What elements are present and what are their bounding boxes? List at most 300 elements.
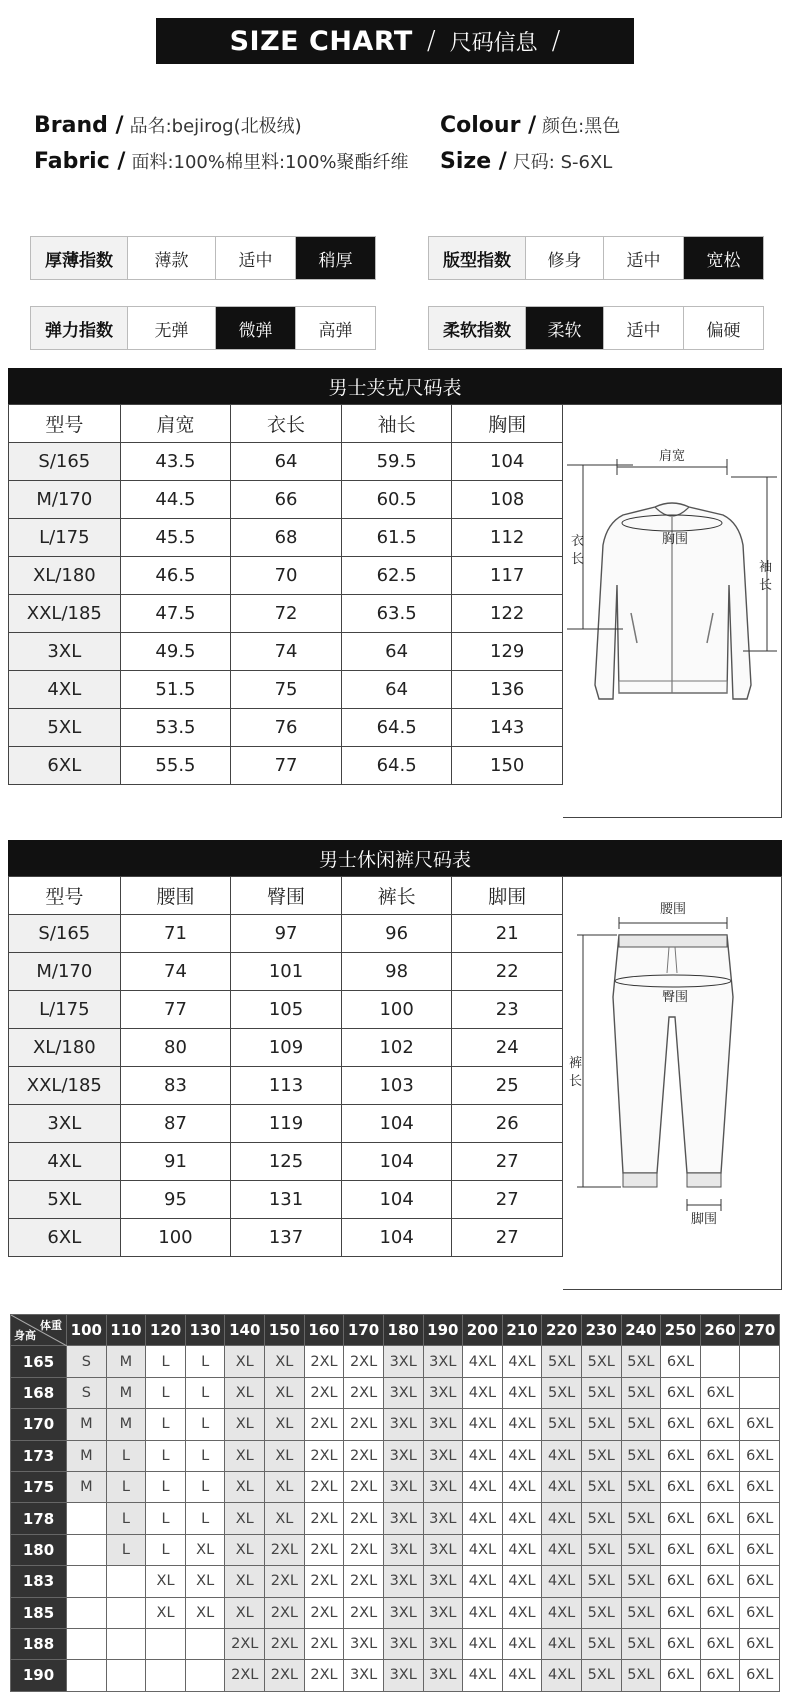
table-row xyxy=(9,1105,563,1143)
size-recommendation-cell: 3XL xyxy=(423,1409,463,1440)
size-recommendation-cell: XL xyxy=(225,1440,265,1471)
weight-header: 150 xyxy=(265,1315,305,1346)
weight-header: 240 xyxy=(621,1315,661,1346)
banner-separator: / xyxy=(551,26,561,56)
size-recommendation-cell: 4XL xyxy=(502,1503,542,1534)
size-recommendation-cell: 2XL xyxy=(304,1377,344,1408)
size-recommendation-cell: 5XL xyxy=(581,1628,621,1659)
height-header: 170 xyxy=(11,1409,67,1440)
size-recommendation-cell: 5XL xyxy=(621,1440,661,1471)
size-recommendation-cell xyxy=(67,1628,107,1659)
weight-header: 170 xyxy=(344,1315,384,1346)
size-recommendation-cell: 6XL xyxy=(661,1471,701,1502)
measurement-cell: 49.5 xyxy=(120,633,231,671)
size-recommendation-cell: 5XL xyxy=(621,1503,661,1534)
size-recommendation-cell: 4XL xyxy=(463,1660,503,1691)
height-header: 188 xyxy=(11,1628,67,1659)
size-recommendation-cell: 5XL xyxy=(581,1534,621,1565)
fabric-value: 面料:100%棉里料:100%聚酯纤维 xyxy=(131,152,409,173)
column-header: 型号 xyxy=(9,877,121,915)
column-header: 臀围 xyxy=(231,877,342,915)
size-recommendation-cell: 3XL xyxy=(423,1503,463,1534)
size-recommendation-cell: L xyxy=(106,1471,146,1502)
size-recommendation-cell: 6XL xyxy=(740,1534,780,1565)
size-label-cell: L/175 xyxy=(9,991,121,1029)
height-header: 183 xyxy=(11,1566,67,1597)
soft-index xyxy=(428,306,764,350)
size-recommendation-cell: 4XL xyxy=(542,1597,582,1628)
size-info xyxy=(440,148,612,174)
size-recommendation-cell: M xyxy=(67,1409,107,1440)
size-recommendation-cell: 6XL xyxy=(740,1660,780,1691)
length-label-char: 衣 xyxy=(571,534,585,549)
size-label-cell: XL/180 xyxy=(9,1029,121,1067)
size-recommendation-cell: 3XL xyxy=(383,1440,423,1471)
table-row xyxy=(9,1219,563,1257)
measurement-cell: 102 xyxy=(341,1029,452,1067)
weight-header: 270 xyxy=(740,1315,780,1346)
size-recommendation-cell: 2XL xyxy=(265,1660,305,1691)
weight-header: 230 xyxy=(581,1315,621,1346)
grid-row xyxy=(11,1660,780,1691)
size-recommendation-cell: 4XL xyxy=(463,1409,503,1440)
size-recommendation-cell: 2XL xyxy=(225,1628,265,1659)
size-recommendation-cell: XL xyxy=(185,1566,225,1597)
size-recommendation-cell: XL xyxy=(225,1597,265,1628)
size-recommendation-cell: 2XL xyxy=(265,1597,305,1628)
size-label-cell: 6XL xyxy=(9,1219,121,1257)
jacket-size-table xyxy=(8,404,563,785)
brand-info xyxy=(34,112,302,138)
size-recommendation-cell: 6XL xyxy=(700,1377,740,1408)
sleeve-label xyxy=(759,559,772,593)
size-label-cell: 6XL xyxy=(9,747,121,785)
size-recommendation-cell xyxy=(67,1660,107,1691)
weight-header: 190 xyxy=(423,1315,463,1346)
height-header: 190 xyxy=(11,1660,67,1691)
table-row xyxy=(9,915,563,953)
table-row xyxy=(9,1181,563,1219)
size-recommendation-cell: 2XL xyxy=(304,1440,344,1471)
pants-cuff xyxy=(687,1173,721,1187)
size-recommendation-cell: 2XL xyxy=(344,1346,384,1377)
size-recommendation-cell: 2XL xyxy=(344,1503,384,1534)
size-recommendation-cell: 2XL xyxy=(304,1566,344,1597)
measurement-cell: 104 xyxy=(341,1219,452,1257)
size-recommendation-cell xyxy=(106,1597,146,1628)
size-recommendation-cell: 3XL xyxy=(383,1597,423,1628)
size-recommendation-cell: 6XL xyxy=(740,1628,780,1659)
size-recommendation-cell: 6XL xyxy=(740,1503,780,1534)
size-recommendation-cell: 3XL xyxy=(383,1346,423,1377)
size-recommendation-cell: XL xyxy=(185,1534,225,1565)
size-recommendation-cell: 5XL xyxy=(581,1566,621,1597)
fabric-key: Fabric / xyxy=(34,149,126,174)
measurement-cell: 104 xyxy=(452,443,563,481)
pants-outline xyxy=(613,935,733,1173)
size-chart-banner xyxy=(156,18,634,64)
weight-header: 100 xyxy=(67,1315,107,1346)
size-recommendation-cell: 4XL xyxy=(542,1628,582,1659)
size-recommendation-cell: 6XL xyxy=(661,1409,701,1440)
size-recommendation-cell: 4XL xyxy=(502,1377,542,1408)
size-recommendation-cell xyxy=(106,1660,146,1691)
measurement-cell: 55.5 xyxy=(120,747,231,785)
table-row xyxy=(9,557,563,595)
size-label-cell: 3XL xyxy=(9,633,121,671)
size-recommendation-cell: XL xyxy=(225,1534,265,1565)
size-recommendation-cell: 5XL xyxy=(581,1660,621,1691)
size-recommendation-cell: L xyxy=(185,1409,225,1440)
measurement-cell: 105 xyxy=(231,991,342,1029)
size-key: Size / xyxy=(440,149,507,174)
column-header: 衣长 xyxy=(231,405,342,443)
size-recommendation-cell: 2XL xyxy=(344,1409,384,1440)
measurement-cell: 25 xyxy=(452,1067,563,1105)
size-recommendation-cell: XL xyxy=(225,1346,265,1377)
measurement-cell: 119 xyxy=(231,1105,342,1143)
size-recommendation-cell: 4XL xyxy=(463,1503,503,1534)
size-recommendation-cell: 2XL xyxy=(344,1471,384,1502)
grid-row xyxy=(11,1566,780,1597)
size-recommendation-cell xyxy=(106,1628,146,1659)
size-recommendation-cell: 6XL xyxy=(700,1471,740,1502)
measurement-cell: 87 xyxy=(120,1105,231,1143)
column-header: 腰围 xyxy=(120,877,231,915)
size-recommendation-cell xyxy=(146,1660,186,1691)
measurement-cell: 101 xyxy=(231,953,342,991)
size-recommendation-cell: M xyxy=(106,1377,146,1408)
size-recommendation-cell: 4XL xyxy=(463,1566,503,1597)
size-recommendation-cell: 5XL xyxy=(581,1503,621,1534)
size-recommendation-cell: XL xyxy=(265,1346,305,1377)
size-recommendation-cell xyxy=(700,1346,740,1377)
size-recommendation-cell: 5XL xyxy=(581,1377,621,1408)
banner-title-cn: 尺码信息 xyxy=(449,30,538,56)
size-recommendation-cell xyxy=(67,1566,107,1597)
size-recommendation-cell: 2XL xyxy=(344,1534,384,1565)
size-recommendation-cell: 3XL xyxy=(383,1628,423,1659)
column-header: 肩宽 xyxy=(120,405,231,443)
size-recommendation-cell: 5XL xyxy=(542,1377,582,1408)
measurement-cell: 51.5 xyxy=(120,671,231,709)
size-recommendation-cell: L xyxy=(185,1440,225,1471)
measurement-cell: 62.5 xyxy=(341,557,452,595)
size-label-cell: M/170 xyxy=(9,953,121,991)
grid-row xyxy=(11,1503,780,1534)
measurement-cell: 43.5 xyxy=(120,443,231,481)
fit-index-label: 版型指数 xyxy=(429,237,525,279)
size-recommendation-cell: 3XL xyxy=(383,1660,423,1691)
grid-row xyxy=(11,1440,780,1471)
measurement-cell: 70 xyxy=(231,557,342,595)
column-header: 胸围 xyxy=(452,405,563,443)
size-recommendation-cell: XL xyxy=(265,1440,305,1471)
size-recommendation-cell: 6XL xyxy=(700,1409,740,1440)
size-recommendation-cell: 6XL xyxy=(661,1440,701,1471)
size-label-cell: M/170 xyxy=(9,481,121,519)
thickness-index-label: 厚薄指数 xyxy=(31,237,127,279)
size-recommendation-cell: 5XL xyxy=(542,1346,582,1377)
measurement-cell: 77 xyxy=(231,747,342,785)
measurement-cell: 98 xyxy=(341,953,452,991)
height-header: 178 xyxy=(11,1503,67,1534)
size-recommendation-cell: 5XL xyxy=(581,1409,621,1440)
size-recommendation-cell: L xyxy=(106,1440,146,1471)
banner-title-en: SIZE CHART xyxy=(229,25,413,57)
banner-separator: / xyxy=(426,26,436,56)
size-label-cell: 5XL xyxy=(9,1181,121,1219)
size-recommendation-cell: 3XL xyxy=(383,1377,423,1408)
size-recommendation-cell: M xyxy=(106,1346,146,1377)
measurement-cell: 104 xyxy=(341,1105,452,1143)
size-label-cell: L/175 xyxy=(9,519,121,557)
size-recommendation-cell: 6XL xyxy=(700,1660,740,1691)
size-recommendation-cell: 4XL xyxy=(502,1628,542,1659)
size-recommendation-cell: 4XL xyxy=(542,1471,582,1502)
measurement-cell: 113 xyxy=(231,1067,342,1105)
measurement-cell: 122 xyxy=(452,595,563,633)
corner-weight-label: 体重 xyxy=(40,1319,63,1332)
size-recommendation-cell: 4XL xyxy=(502,1566,542,1597)
size-recommendation-cell: L xyxy=(146,1346,186,1377)
fit-option: 宽松 xyxy=(683,237,763,279)
weight-header: 110 xyxy=(106,1315,146,1346)
measurement-cell: 64.5 xyxy=(341,747,452,785)
measurement-cell: 44.5 xyxy=(120,481,231,519)
size-table-header xyxy=(9,877,563,915)
thickness-index xyxy=(30,236,376,280)
pants-waistband xyxy=(619,935,727,947)
size-recommendation-cell: L xyxy=(106,1534,146,1565)
size-recommendation-cell: 2XL xyxy=(304,1628,344,1659)
measurement-cell: 72 xyxy=(231,595,342,633)
size-recommendation-cell: 4XL xyxy=(502,1409,542,1440)
size-label-cell: XL/180 xyxy=(9,557,121,595)
height-header: 173 xyxy=(11,1440,67,1471)
pants-figure xyxy=(563,876,782,1290)
size-recommendation-cell: L xyxy=(146,1409,186,1440)
size-recommendation-cell: 3XL xyxy=(423,1534,463,1565)
size-label-cell: 4XL xyxy=(9,671,121,709)
measurement-cell: 75 xyxy=(231,671,342,709)
thickness-option: 适中 xyxy=(215,237,295,279)
size-recommendation-cell: 3XL xyxy=(423,1440,463,1471)
size-recommendation-cell: 3XL xyxy=(423,1597,463,1628)
height-header: 175 xyxy=(11,1471,67,1502)
size-recommendation-cell: 2XL xyxy=(304,1597,344,1628)
size-recommendation-cell: 6XL xyxy=(740,1471,780,1502)
size-recommendation-cell: 2XL xyxy=(304,1534,344,1565)
size-recommendation-cell: 5XL xyxy=(581,1440,621,1471)
size-recommendation-cell: L xyxy=(185,1377,225,1408)
size-recommendation-cell xyxy=(67,1503,107,1534)
size-recommendation-cell: XL xyxy=(265,1377,305,1408)
size-recommendation-cell: 6XL xyxy=(700,1440,740,1471)
size-recommendation-cell: 2XL xyxy=(304,1471,344,1502)
measurement-cell: 64 xyxy=(231,443,342,481)
size-recommendation-cell: 2XL xyxy=(344,1377,384,1408)
size-recommendation-cell: 2XL xyxy=(265,1534,305,1565)
foot-label: 脚围 xyxy=(690,1212,718,1227)
size-recommendation-cell: 5XL xyxy=(581,1346,621,1377)
size-recommendation-cell: 6XL xyxy=(661,1534,701,1565)
size-recommendation-cell xyxy=(185,1660,225,1691)
size-recommendation-cell: 6XL xyxy=(740,1597,780,1628)
size-recommendation-cell: XL xyxy=(225,1471,265,1502)
size-recommendation-cell: XL xyxy=(225,1377,265,1408)
size-recommendation-cell: 6XL xyxy=(661,1346,701,1377)
measurement-cell: 100 xyxy=(120,1219,231,1257)
size-label-cell: 5XL xyxy=(9,709,121,747)
size-recommendation-cell: 6XL xyxy=(740,1566,780,1597)
size-recommendation-cell: XL xyxy=(146,1566,186,1597)
hip-label: 臀围 xyxy=(661,990,689,1005)
size-recommendation-cell xyxy=(106,1566,146,1597)
height-header: 168 xyxy=(11,1377,67,1408)
measurement-cell: 23 xyxy=(452,991,563,1029)
size-recommendation-cell: 3XL xyxy=(423,1346,463,1377)
table-row xyxy=(9,991,563,1029)
size-recommendation-cell: XL xyxy=(225,1566,265,1597)
measurement-cell: 68 xyxy=(231,519,342,557)
size-recommendation-cell: L xyxy=(146,1503,186,1534)
size-recommendation-cell: 6XL xyxy=(661,1660,701,1691)
jacket-diagram xyxy=(563,405,782,819)
measurement-cell: 64.5 xyxy=(341,709,452,747)
size-recommendation-cell: 2XL xyxy=(344,1597,384,1628)
table-row xyxy=(9,747,563,785)
measurement-cell: 104 xyxy=(341,1181,452,1219)
size-recommendation-cell: L xyxy=(146,1377,186,1408)
measurement-cell: 91 xyxy=(120,1143,231,1181)
size-recommendation-cell: 6XL xyxy=(700,1503,740,1534)
measurement-cell: 26 xyxy=(452,1105,563,1143)
size-recommendation-cell xyxy=(740,1346,780,1377)
size-recommendation-cell: L xyxy=(185,1346,225,1377)
colour-value: 颜色:黑色 xyxy=(542,116,621,137)
size-recommendation-cell: 5XL xyxy=(621,1597,661,1628)
size-recommendation-cell: 4XL xyxy=(463,1346,503,1377)
table-row xyxy=(9,1067,563,1105)
size-recommendation-cell: 2XL xyxy=(304,1660,344,1691)
column-header: 脚围 xyxy=(452,877,563,915)
colour-info xyxy=(440,112,620,138)
measurement-cell: 109 xyxy=(231,1029,342,1067)
weight-header: 130 xyxy=(185,1315,225,1346)
measurement-cell: 21 xyxy=(452,915,563,953)
table-row xyxy=(9,595,563,633)
fit-index xyxy=(428,236,764,280)
size-recommendation-cell: XL xyxy=(265,1503,305,1534)
soft-option: 偏硬 xyxy=(683,307,763,349)
measurement-cell: 64 xyxy=(341,671,452,709)
size-recommendation-cell: L xyxy=(146,1471,186,1502)
size-recommendation-cell: 4XL xyxy=(463,1628,503,1659)
size-recommendation-cell: XL xyxy=(225,1409,265,1440)
size-recommendation-cell: 6XL xyxy=(700,1534,740,1565)
grid-row xyxy=(11,1377,780,1408)
size-recommendation-cell: 2XL xyxy=(344,1440,384,1471)
table-row xyxy=(9,1029,563,1067)
size-recommendation-cell: 4XL xyxy=(463,1377,503,1408)
pants-length-label-char: 裤 xyxy=(569,1056,583,1071)
size-recommendation-cell xyxy=(185,1628,225,1659)
size-recommendation-cell: 5XL xyxy=(621,1471,661,1502)
measurement-cell: 137 xyxy=(231,1219,342,1257)
size-recommendation-cell: L xyxy=(106,1503,146,1534)
measurement-cell: 71 xyxy=(120,915,231,953)
size-recommendation-cell: 4XL xyxy=(463,1597,503,1628)
weight-header: 220 xyxy=(542,1315,582,1346)
pants-size-table xyxy=(8,876,563,1257)
soft-index-label: 柔软指数 xyxy=(429,307,525,349)
table-row xyxy=(9,519,563,557)
table-row xyxy=(9,953,563,991)
weight-header: 260 xyxy=(700,1315,740,1346)
table-row xyxy=(9,443,563,481)
elastic-index xyxy=(30,306,376,350)
elastic-option: 高弹 xyxy=(295,307,375,349)
size-recommendation-cell: 4XL xyxy=(542,1566,582,1597)
elastic-option: 微弹 xyxy=(215,307,295,349)
size-recommendation-cell: 3XL xyxy=(383,1471,423,1502)
grid-row xyxy=(11,1628,780,1659)
grid-row xyxy=(11,1409,780,1440)
measurement-cell: 112 xyxy=(452,519,563,557)
size-label-cell: XXL/185 xyxy=(9,595,121,633)
chest-label: 胸围 xyxy=(661,532,689,547)
measurement-cell: 53.5 xyxy=(120,709,231,747)
weight-header: 160 xyxy=(304,1315,344,1346)
grid-row xyxy=(11,1471,780,1502)
size-recommendation-cell: M xyxy=(106,1409,146,1440)
size-table-header xyxy=(9,405,563,443)
weight-header: 250 xyxy=(661,1315,701,1346)
size-recommendation-cell: 3XL xyxy=(423,1660,463,1691)
size-recommendation-cell xyxy=(740,1377,780,1408)
soft-option: 柔软 xyxy=(525,307,603,349)
measurement-cell: 66 xyxy=(231,481,342,519)
thickness-option: 薄款 xyxy=(127,237,215,279)
brand-key: Brand / xyxy=(34,113,124,138)
size-recommendation-cell: L xyxy=(146,1534,186,1565)
measurement-cell: 61.5 xyxy=(341,519,452,557)
size-recommendation-cell: 5XL xyxy=(542,1409,582,1440)
size-recommendation-cell: 2XL xyxy=(225,1660,265,1691)
column-header: 型号 xyxy=(9,405,121,443)
measurement-cell: 27 xyxy=(452,1181,563,1219)
measurement-cell: 104 xyxy=(341,1143,452,1181)
weight-header: 140 xyxy=(225,1315,265,1346)
colour-key: Colour / xyxy=(440,113,537,138)
length-label-char: 长 xyxy=(571,552,585,567)
measurement-cell: 47.5 xyxy=(120,595,231,633)
size-recommendation-cell: XL xyxy=(146,1597,186,1628)
table-row xyxy=(9,709,563,747)
size-recommendation-cell: 3XL xyxy=(383,1503,423,1534)
measurement-cell: 74 xyxy=(231,633,342,671)
size-recommendation-cell: XL xyxy=(265,1409,305,1440)
size-recommendation-cell: 2XL xyxy=(265,1566,305,1597)
size-recommendation-cell: 3XL xyxy=(383,1534,423,1565)
size-recommendation-cell: 5XL xyxy=(581,1471,621,1502)
size-recommendation-cell: S xyxy=(67,1377,107,1408)
size-recommendation-cell: 4XL xyxy=(542,1503,582,1534)
size-recommendation-cell: 4XL xyxy=(542,1440,582,1471)
size-value: 尺码: S-6XL xyxy=(512,152,613,173)
measurement-cell: 131 xyxy=(231,1181,342,1219)
